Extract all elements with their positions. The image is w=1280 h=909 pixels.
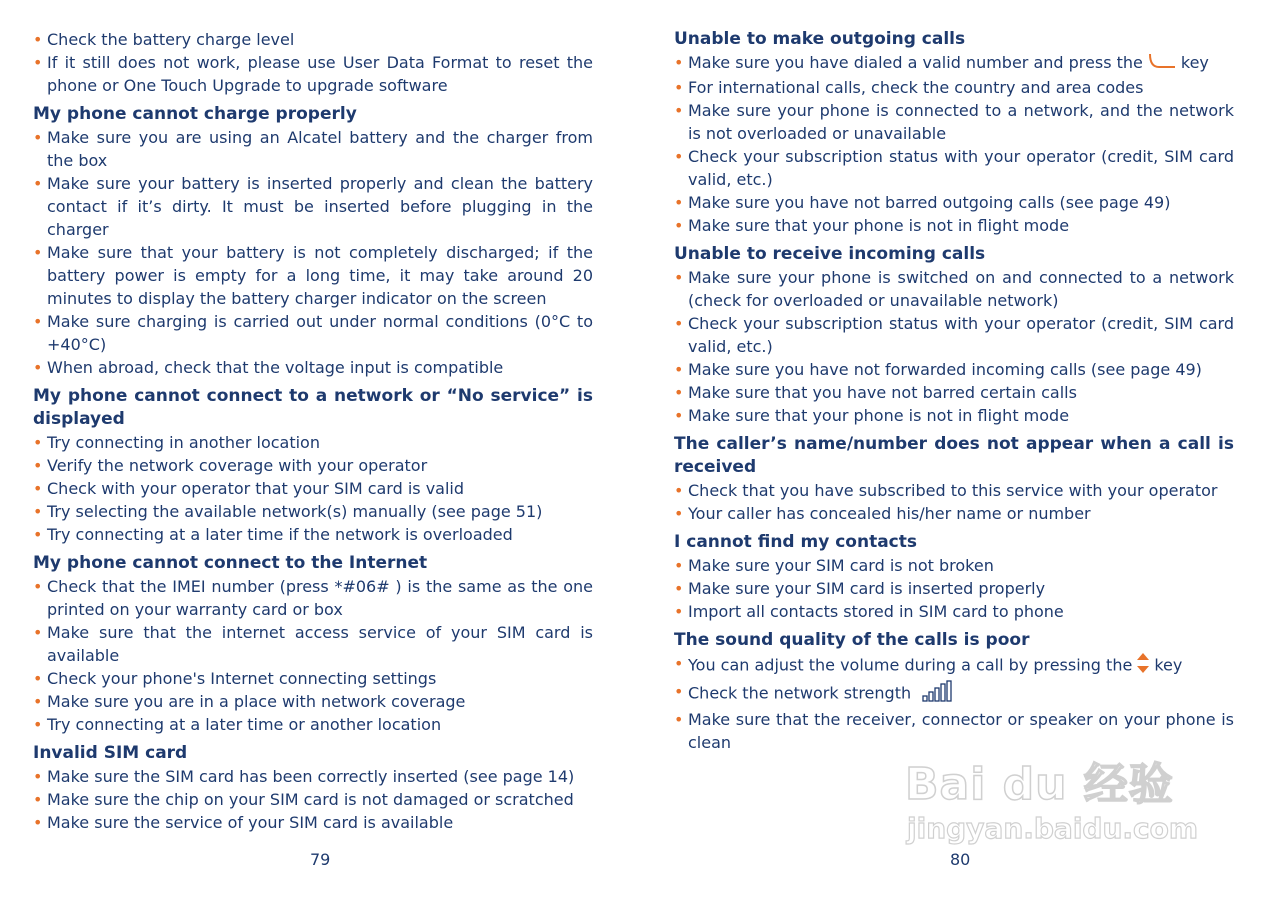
section-heading: Unable to receive incoming calls [674, 243, 986, 264]
list-item: • Make sure your SIM card is not broken [674, 555, 994, 575]
list-item: • Make sure you have not forwarded incoming calls (see page 49) [674, 359, 1202, 379]
list-item: • Make sure your phone is switched on and connected to a network (check for overloaded or unavailable network) [674, 267, 1234, 310]
bullet: • [674, 313, 684, 333]
right-page [674, 28, 1234, 760]
bullet: • [674, 653, 684, 673]
bullet: • [674, 578, 684, 598]
list-item: • Make sure that your battery is not completely discharged; if the battery power is empty for a long time, it may take around 20 minutes to display the battery charger indicator on the screen [33, 243, 593, 308]
list-item: • Make sure the SIM card has been correctly inserted (see page 14) [33, 767, 575, 786]
page-number-left: 79 [310, 850, 331, 869]
bullet: • [674, 480, 684, 500]
bullet: • [674, 77, 684, 97]
section-heading: The sound quality of the calls is poor [674, 629, 1030, 650]
list-item: • If it still does not work, please use User Data Format to reset the phone or One Touch Upgrade to upgrade software [33, 53, 593, 95]
call-key-icon [1147, 52, 1177, 76]
bullet: • [674, 382, 684, 402]
list-item: • Make sure you have dialed a valid number and press the key [674, 51, 1234, 76]
left-page [33, 28, 593, 840]
section-network [33, 385, 593, 546]
list-item: • Make sure you are using an Alcatel battery and the charger from the box [33, 128, 593, 170]
list-item: • Try selecting the available network(s) manually (see page 51) [33, 502, 543, 521]
bullet: • [674, 53, 684, 72]
bullet: • [33, 669, 43, 688]
section-heading: My phone cannot charge properly [33, 104, 357, 124]
list-item: • Make sure that your phone is not in flight mode [674, 215, 1070, 235]
bullet: • [33, 623, 43, 642]
list-item: • Check that you have subscribed to this service with your operator [674, 480, 1218, 500]
list-item: • You can adjust the volume during a call by pressing the key [674, 652, 1234, 680]
bullet: • [33, 358, 43, 377]
bullet: • [674, 681, 684, 701]
page-number-right: 80 [950, 850, 971, 869]
section-heading: My phone cannot connect to a network or “No service” is displayed [33, 386, 593, 429]
bullet: • [33, 767, 43, 786]
bullet: • [33, 53, 43, 72]
baidu-watermark [905, 720, 1205, 860]
list-item: • Make sure that you have not barred certain calls [674, 382, 1077, 402]
section-heading: My phone cannot connect to the Internet [33, 553, 428, 573]
section-internet [33, 552, 593, 736]
list-item: • When abroad, check that the voltage input is compatible [33, 358, 504, 377]
bullet: • [33, 692, 43, 711]
section-heading: Invalid SIM card [33, 743, 188, 763]
list-item: • Make sure that your phone is not in flight mode [674, 405, 1070, 425]
section-outgoing [674, 28, 1234, 237]
bullet: • [33, 128, 43, 147]
list-item: • Check your phone's Internet connecting settings [33, 669, 437, 688]
list-item: • Verify the network coverage with your operator [33, 456, 428, 475]
list-item: • Check with your operator that your SIM card is valid [33, 479, 465, 498]
watermark-logo-text: Bai du 经验 [905, 759, 1174, 810]
bullet: • [674, 215, 684, 235]
list-item: • Check that the IMEI number (press *#06# ) is the same as the one printed on your warranty card or box [33, 577, 593, 619]
bullet: • [674, 601, 684, 621]
bullet: • [33, 813, 43, 832]
list-item: • Import all contacts stored in SIM card to phone [674, 601, 1064, 621]
bullet: • [674, 192, 684, 212]
list-item: • Make sure your SIM card is inserted properly [674, 578, 1046, 598]
volume-key-icon [1136, 652, 1150, 680]
bullet: • [674, 555, 684, 575]
list-item: • Check your subscription status with your operator (credit, SIM card valid, etc.) [674, 146, 1234, 189]
section-heading: I cannot find my contacts [674, 531, 918, 552]
list-item: • Make sure you are in a place with network coverage [33, 692, 466, 711]
list-item: • For international calls, check the country and area codes [674, 77, 1144, 97]
list-item: • Check the network strength [674, 680, 1234, 708]
section-contacts [674, 531, 1234, 623]
list-item: • Make sure the chip on your SIM card is not damaged or scratched [33, 790, 574, 809]
bullet: • [33, 502, 43, 521]
section-heading: Unable to make outgoing calls [674, 29, 966, 49]
intro-list-block [33, 28, 593, 97]
list-item: • Try connecting at a later time or another location [33, 715, 442, 734]
section-heading: The caller’s name/number does not appear when a call is received [674, 433, 1234, 477]
list-item: • Make sure that the internet access service of your SIM card is available [33, 623, 593, 665]
list-item: • Make sure you have not barred outgoing calls (see page 49) [674, 192, 1171, 212]
section-charge [33, 103, 593, 379]
section-incoming [674, 243, 1234, 427]
bullet: • [33, 790, 43, 809]
section-caller-id [674, 433, 1234, 525]
list-item: • Make sure the service of your SIM card is available [33, 813, 454, 832]
bullet: • [674, 267, 684, 287]
list-item: • Your caller has concealed his/her name or number [674, 503, 1091, 523]
list-item: • Make sure that the receiver, connector or speaker on your phone is clean [674, 709, 1234, 752]
list-item: • Make sure your phone is connected to a network, and the network is not overloaded or unavailable [674, 100, 1234, 143]
section-sim [33, 742, 593, 834]
bullet: • [33, 577, 43, 596]
bullet: • [33, 30, 43, 49]
bullet: • [33, 479, 43, 498]
list-item: • Try connecting in another location [33, 433, 320, 452]
watermark-url-text: jingyan.baidu.com [907, 812, 1199, 845]
bullet: • [33, 456, 43, 475]
bullet: • [674, 100, 684, 120]
bullet: • [674, 709, 684, 729]
bullet: • [33, 312, 43, 331]
list-item: • Check your subscription status with your operator (credit, SIM card valid, etc.) [674, 313, 1234, 356]
bullet: • [33, 174, 43, 193]
signal-strength-icon [921, 680, 953, 708]
list-item: • Make sure your battery is inserted properly and clean the battery contact if it’s dirty. It must be inserted before plugging in the charger [33, 174, 593, 239]
bullet: • [33, 433, 43, 452]
list-item: • Make sure charging is carried out under normal conditions (0°C to +40°C) [33, 312, 593, 354]
bullet: • [674, 405, 684, 425]
bullet: • [674, 503, 684, 523]
bullet: • [33, 715, 43, 734]
list-item: • Check the battery charge level [33, 30, 295, 49]
bullet: • [33, 243, 43, 262]
bullet: • [33, 525, 43, 544]
bullet: • [674, 146, 684, 166]
bullet: • [674, 359, 684, 379]
list-item: • Try connecting at a later time if the network is overloaded [33, 525, 513, 544]
